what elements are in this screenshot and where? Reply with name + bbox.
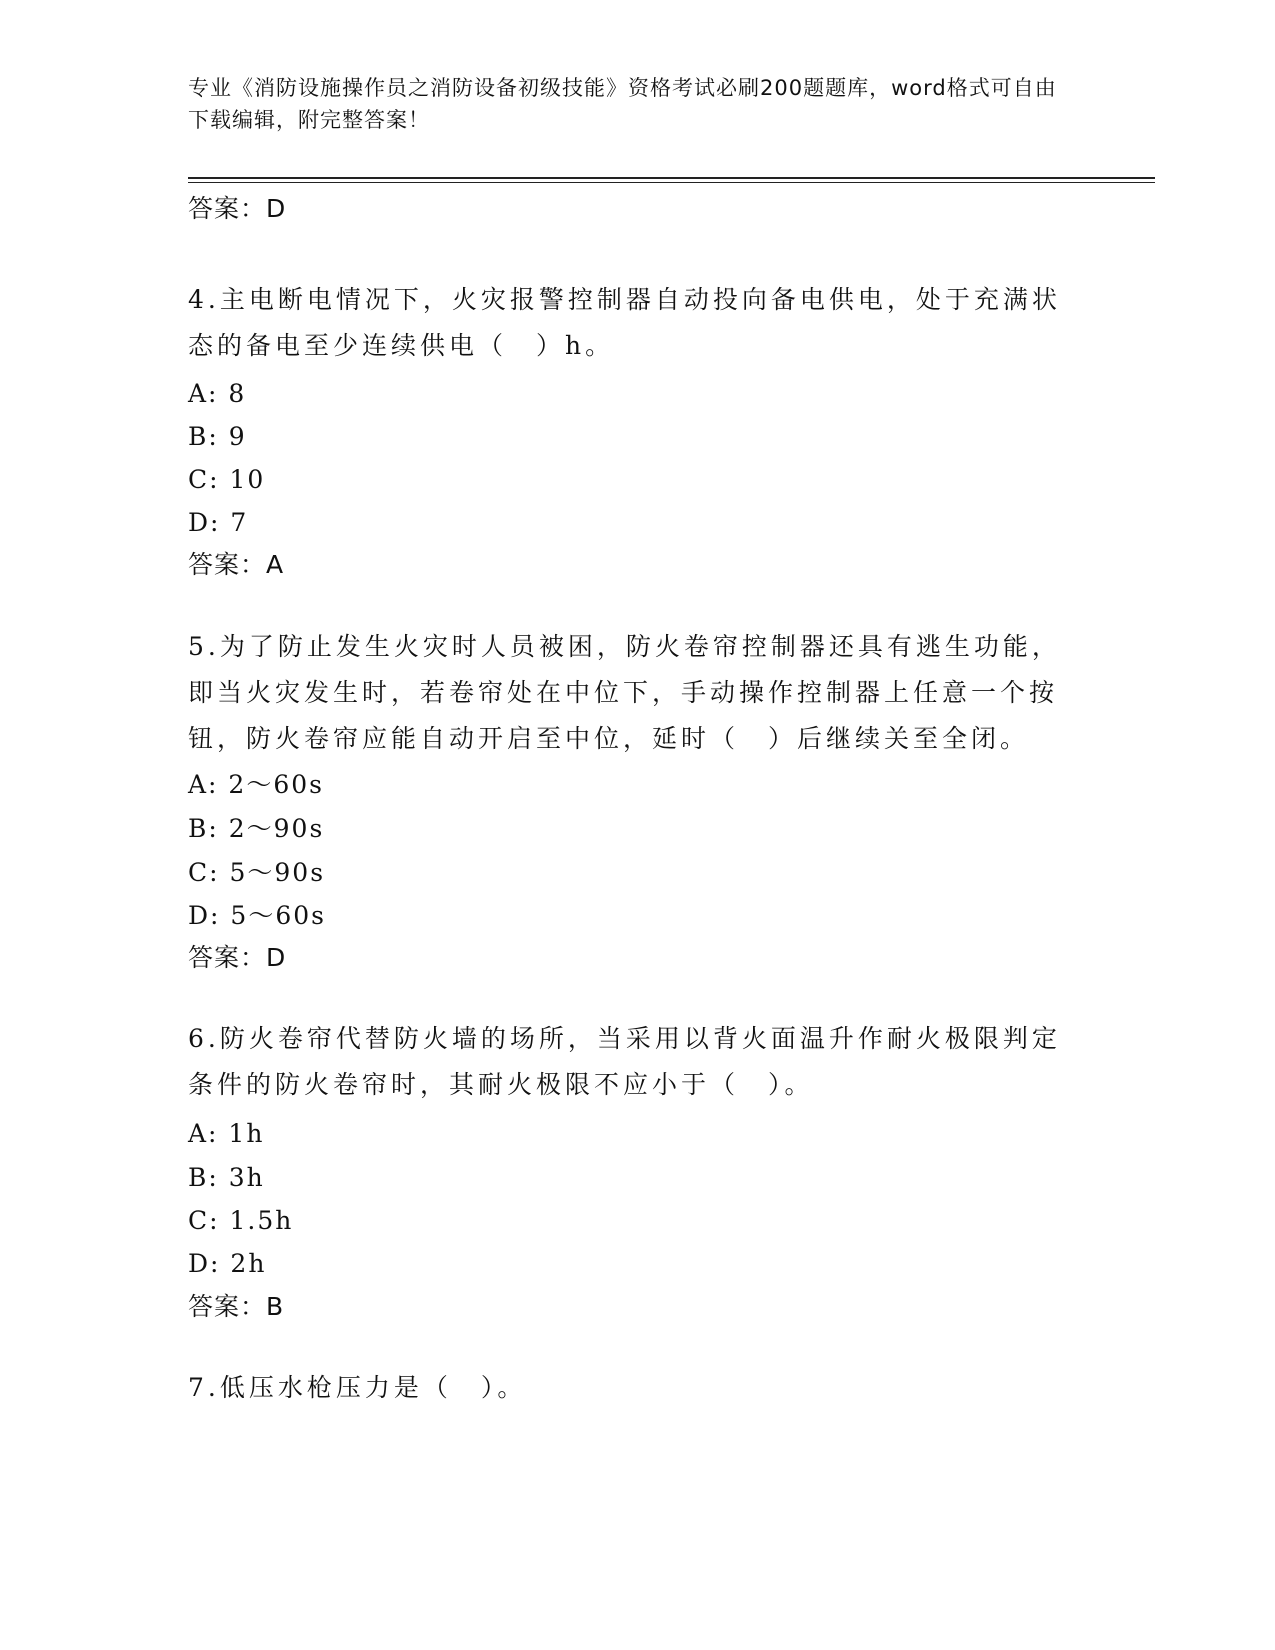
question-5-option-d: D: 5～60s bbox=[188, 901, 326, 930]
question-6-option-c: C: 1.5h bbox=[188, 1206, 294, 1235]
question-4-option-c: C: 10 bbox=[188, 465, 266, 494]
question-6-option-a: A: 1h bbox=[188, 1119, 265, 1148]
question-4-option-d: D: 7 bbox=[188, 508, 249, 537]
question-4-text: 4.主电断电情况下，火灾报警控制器自动投向备电供电，处于充满状态的备电至少连续供电（ ）h。 bbox=[188, 285, 1061, 360]
question-6-text: 6.防火卷帘代替防火墙的场所，当采用以背火面温升作耐火极限判定条件的防火卷帘时，其耐火极限不应小于（ ）。 bbox=[188, 1024, 1061, 1099]
answer-q5: 答案：D bbox=[188, 943, 287, 972]
question-4-option-b: B: 9 bbox=[188, 422, 247, 451]
header-divider bbox=[188, 177, 1155, 179]
question-5-option-a: A: 2～60s bbox=[188, 770, 324, 799]
question-4-option-a: A: 8 bbox=[188, 379, 247, 408]
question-6-option-b: B: 3h bbox=[188, 1163, 265, 1192]
question-6-option-d: D: 2h bbox=[188, 1249, 267, 1278]
header-divider-thin bbox=[188, 182, 1155, 183]
answer-q3: 答案：D bbox=[188, 194, 287, 223]
answer-q4: 答案：A bbox=[188, 550, 285, 579]
question-5-option-b: B: 2～90s bbox=[188, 814, 325, 843]
question-7-text: 7.低压水枪压力是（ ）。 bbox=[188, 1373, 527, 1402]
document-header: 专业《消防设施操作员之消防设备初级技能》资格考试必刷200题题库，word格式可自由下载编辑，附完整答案！ bbox=[188, 76, 1057, 132]
question-5-option-c: C: 5～90s bbox=[188, 858, 326, 887]
answer-q6: 答案：B bbox=[188, 1292, 285, 1321]
question-5-text: 5.为了防止发生火灾时人员被困，防火卷帘控制器还具有逃生功能，即当火灾发生时，若卷帘处在中位下，手动操作控制器上任意一个按钮，防火卷帘应能自动开启至中位，延时（ ）后继续关至全闭。 bbox=[188, 632, 1061, 753]
